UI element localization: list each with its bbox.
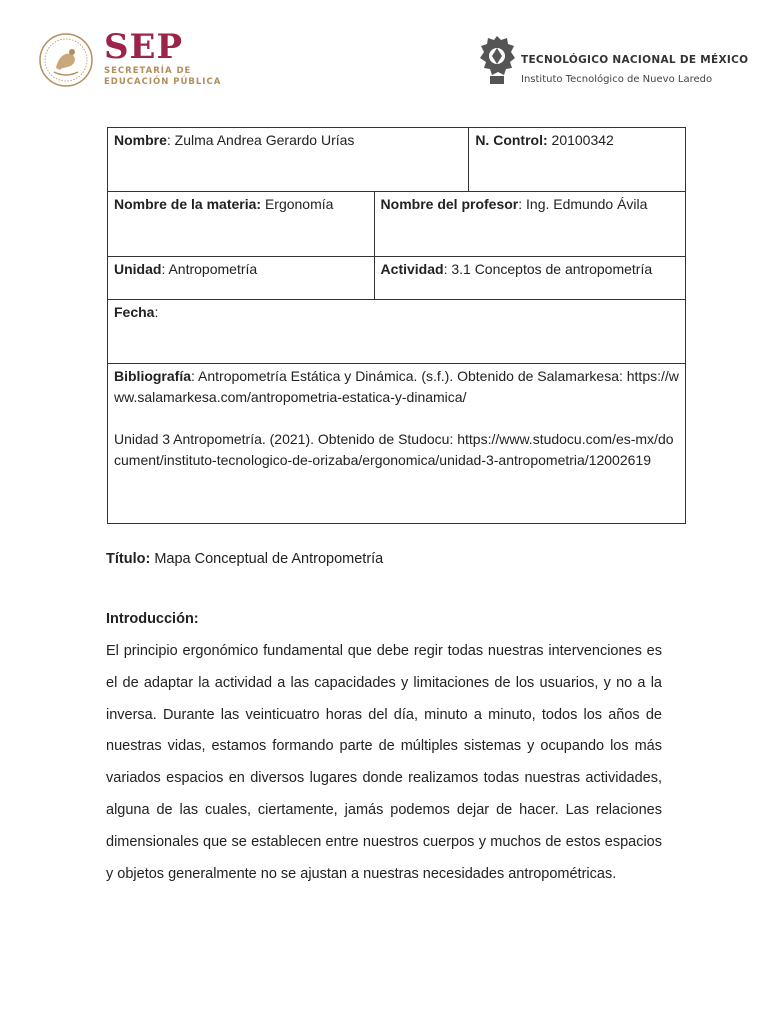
tecnm-subtitle: Instituto Tecnológico de Nuevo Laredo (521, 74, 713, 85)
nombre-label: Nombre (114, 132, 167, 148)
control-value: 20100342 (547, 132, 614, 148)
sep-title: SEP (104, 27, 184, 67)
unidad-label: Unidad (114, 261, 162, 277)
profesor-value: : Ing. Edmundo Ávila (518, 196, 648, 212)
introduccion-heading: Introducción: (106, 611, 199, 627)
student-info-table (107, 127, 686, 524)
nombre-value: : Zulma Andrea Gerardo Urías (166, 132, 355, 148)
materia-label: Nombre de la materia: (114, 196, 262, 212)
bibliografia-cell (108, 364, 686, 524)
titulo-label: Título: (106, 551, 151, 567)
materia-cell (108, 192, 375, 257)
control-label: N. Control: (475, 132, 548, 148)
unidad-cell (108, 257, 375, 300)
actividad-label: Actividad (380, 261, 444, 277)
titulo-line (106, 548, 662, 570)
fecha-value: : (154, 304, 159, 320)
table-row (108, 364, 686, 524)
page-header (0, 0, 768, 120)
table-row (108, 192, 686, 257)
actividad-cell (374, 257, 685, 300)
materia-value: Ergonomía (261, 196, 334, 212)
nombre-cell (108, 128, 469, 192)
bibliografia-ref1: : Antropometría Estática y Dinámica. (s.f.). Obtenido de Salamarkesa: https://www.salamarkesa.com/antropometria-estatica-y-dinamica/ (114, 368, 679, 405)
tecnm-gear-logo (478, 34, 516, 86)
profesor-cell (374, 192, 685, 257)
fecha-cell (108, 300, 686, 364)
sep-subtitle-line1: SECRETARÍA DE (104, 66, 192, 76)
tecnm-title: TECNOLÓGICO NACIONAL DE MÉXICO (521, 54, 749, 66)
sep-subtitle-line2: EDUCACIÓN PÚBLICA (104, 77, 222, 87)
bibliografia-label: Bibliografía (114, 368, 192, 384)
introduccion-paragraph: El principio ergonómico fundamental que debe regir todas nuestras intervenciones es el de adaptar la actividad a las capacidades y limitaciones de los usuarios, y no a la inversa. Durante las veinticuatro horas del día, minuto a minuto, todos los años de nuestras vidas, estamos formando parte de múltiples sistemas y ocupando los más variados espacios en diversos lugares donde realizamos todas nuestras actividades, alguna de las cuales, ciertamente, jamás podemos dejar de hacer. Las relaciones dimensionales que se establecen entre nuestros cuerpos y muchos de estos espacios y objetos generalmente no se ajustan a nuestras necesidades antropométricas. (106, 643, 662, 882)
tecnm-logo-text (521, 54, 748, 85)
table-row (108, 128, 686, 192)
document-body (106, 548, 662, 890)
table-row (108, 300, 686, 364)
unidad-value: : Antropometría (161, 261, 258, 277)
bibliografia-ref1-block (114, 366, 679, 408)
fecha-label: Fecha (114, 304, 155, 320)
actividad-value: : 3.1 Conceptos de antropometría (443, 261, 653, 277)
titulo-value: Mapa Conceptual de Antropometría (150, 551, 384, 567)
control-cell (469, 128, 686, 192)
sep-logo-text (104, 27, 222, 88)
mexico-coat-of-arms-seal (38, 32, 94, 88)
table-row (108, 257, 686, 300)
profesor-label: Nombre del profesor (380, 196, 519, 212)
bibliografia-ref2: Unidad 3 Antropometría. (2021). Obtenido de Studocu: https://www.studocu.com/es-mx/document/instituto-tecnologico-de-orizaba/ergonomica/unidad-3-antropometria/12002619 (114, 431, 674, 468)
